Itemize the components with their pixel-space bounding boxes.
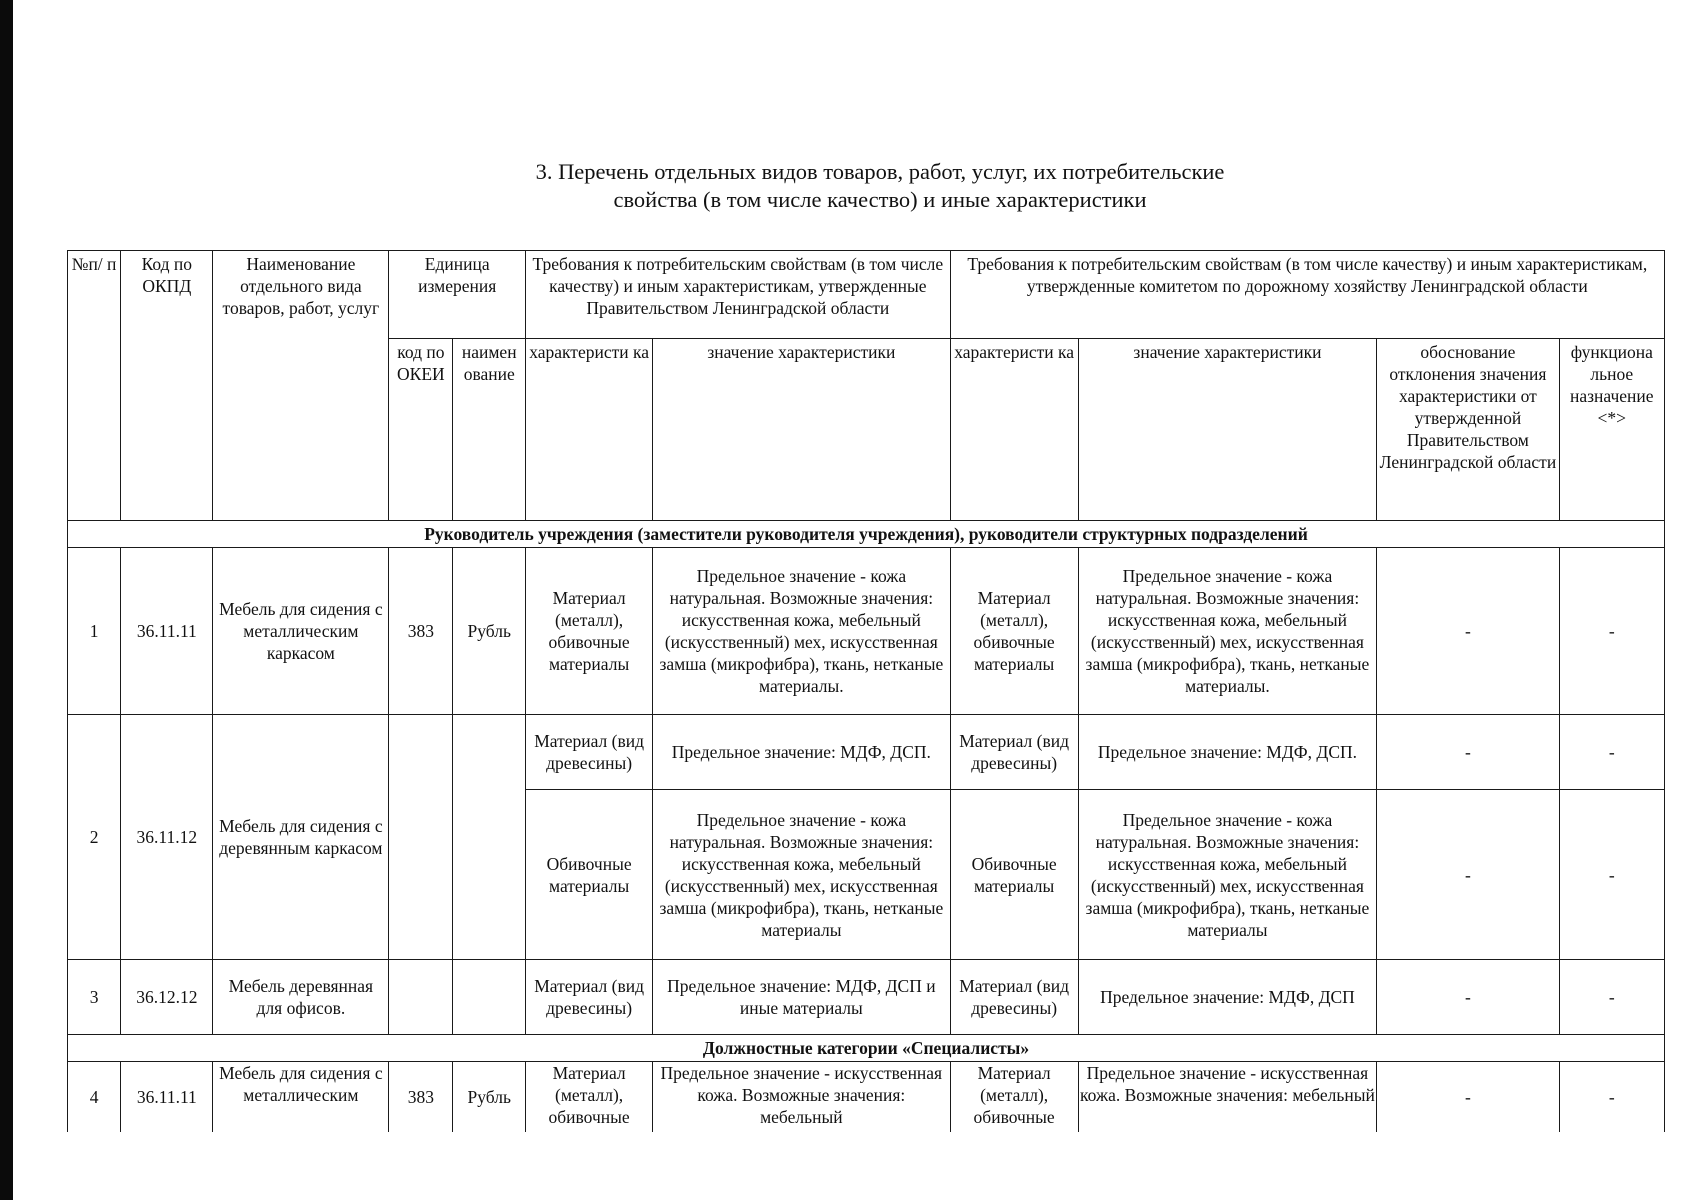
document-title xyxy=(380,158,1380,214)
table-row xyxy=(68,548,1665,715)
row-committee-char: Материал (вид древесины) xyxy=(950,715,1078,790)
header-row-1 xyxy=(68,251,1665,339)
row-gov-value: Предельное значение - кожа натуральная. Возможные значения: искусственная кожа, мебельный (искусственный) мех, искусственная замша (микрофибра), ткань, нетканые материалы xyxy=(653,790,950,960)
header-committee-char: характеристи ка xyxy=(950,339,1078,521)
row-gov-char: Материал (металл), обивочные xyxy=(526,1062,653,1132)
row-okpd: 36.11.11 xyxy=(121,1062,213,1132)
title-line-2: свойства (в том числе качество) и иные характеристики xyxy=(613,187,1147,212)
row-committee-function: - xyxy=(1559,548,1664,715)
row-gov-char: Обивочные материалы xyxy=(526,790,653,960)
row-unit-code xyxy=(389,715,453,960)
scan-edge xyxy=(0,0,13,1200)
row-committee-char: Обивочные материалы xyxy=(950,790,1078,960)
row-committee-char: Материал (металл), обивочные материалы xyxy=(950,548,1078,715)
row-committee-function: - xyxy=(1559,715,1664,790)
header-num: №п/ п xyxy=(68,251,121,521)
row-num: 2 xyxy=(68,715,121,960)
row-gov-value: Предельное значение - искусственная кожа. Возможные значения: мебельный xyxy=(653,1062,950,1132)
section-row-managers xyxy=(68,521,1665,548)
row-committee-function: - xyxy=(1559,960,1664,1035)
row-name: Мебель деревянная для офисов. xyxy=(213,960,389,1035)
section-row-specialists xyxy=(68,1035,1665,1062)
header-gov-group: Требования к потребительским свойствам (в том числе качеству) и иным характеристикам, утвержденные Правительством Ленинградской области xyxy=(526,251,950,339)
row-committee-value: Предельное значение - кожа натуральная. Возможные значения: искусственная кожа, мебельный (искусственный) мех, искусственная замша (микрофибра), ткань, нетканые материалы xyxy=(1078,790,1377,960)
header-committee-function: функциона льное назначение <*> xyxy=(1559,339,1664,521)
row-num: 4 xyxy=(68,1062,121,1132)
row-committee-value: Предельное значение: МДФ, ДСП xyxy=(1078,960,1377,1035)
table-row xyxy=(68,960,1665,1035)
row-committee-reason: - xyxy=(1377,790,1559,960)
header-unit-group: Единица измерения xyxy=(389,251,526,339)
row-committee-value: Предельное значение - искусственная кожа. Возможные значения: мебельный xyxy=(1078,1062,1377,1132)
header-unit-code: код по ОКЕИ xyxy=(389,339,453,521)
header-unit-name: наимен ование xyxy=(453,339,526,521)
section-title-managers: Руководитель учреждения (заместители руководителя учреждения), руководители структурных подразделений xyxy=(68,521,1665,548)
row-committee-function: - xyxy=(1559,790,1664,960)
row-committee-value: Предельное значение: МДФ, ДСП. xyxy=(1078,715,1377,790)
row-name: Мебель для сидения с деревянным каркасом xyxy=(213,715,389,960)
header-committee-value: значение характеристики xyxy=(1078,339,1377,521)
header-committee-group: Требования к потребительским свойствам (в том числе качеству) и иным характеристикам, утвержденные комитетом по дорожному хозяйству Ленинградской области xyxy=(950,251,1664,339)
row-committee-value: Предельное значение - кожа натуральная. Возможные значения: искусственная кожа, мебельный (искусственный) мех, искусственная замша (микрофибра), ткань, нетканые материалы. xyxy=(1078,548,1377,715)
row-okpd: 36.11.11 xyxy=(121,548,213,715)
row-okpd: 36.11.12 xyxy=(121,715,213,960)
section-title-specialists: Должностные категории «Специалисты» xyxy=(68,1035,1665,1062)
row-gov-char: Материал (вид древесины) xyxy=(526,960,653,1035)
row-unit-name: Рубль xyxy=(453,1062,526,1132)
table-row xyxy=(68,1062,1665,1132)
row-committee-char: Материал (металл), обивочные xyxy=(950,1062,1078,1132)
row-unit-name xyxy=(453,960,526,1035)
row-gov-value: Предельное значение: МДФ, ДСП и иные материалы xyxy=(653,960,950,1035)
header-gov-char: характеристи ка xyxy=(526,339,653,521)
row-name: Мебель для сидения с металлическим xyxy=(213,1062,389,1132)
row-committee-reason: - xyxy=(1377,1062,1559,1132)
requirements-table xyxy=(67,250,1665,1132)
header-name: Наименование отдельного вида товаров, работ, услуг xyxy=(213,251,389,521)
row-gov-char: Материал (металл), обивочные материалы xyxy=(526,548,653,715)
row-committee-reason: - xyxy=(1377,548,1559,715)
row-committee-char: Материал (вид древесины) xyxy=(950,960,1078,1035)
row-okpd: 36.12.12 xyxy=(121,960,213,1035)
row-gov-value: Предельное значение: МДФ, ДСП. xyxy=(653,715,950,790)
row-committee-reason: - xyxy=(1377,715,1559,790)
row-unit-code xyxy=(389,960,453,1035)
row-committee-function: - xyxy=(1559,1062,1664,1132)
row-committee-reason: - xyxy=(1377,960,1559,1035)
header-okpd: Код по ОКПД xyxy=(121,251,213,521)
row-unit-code: 383 xyxy=(389,1062,453,1132)
row-name: Мебель для сидения с металлическим каркасом xyxy=(213,548,389,715)
header-committee-reason: обоснование отклонения значения характеристики от утвержденной Правительством Ленинградской области xyxy=(1377,339,1559,521)
row-unit-name: Рубль xyxy=(453,548,526,715)
header-gov-value: значение характеристики xyxy=(653,339,950,521)
row-unit-code: 383 xyxy=(389,548,453,715)
title-line-1: 3. Перечень отдельных видов товаров, работ, услуг, их потребительские xyxy=(535,159,1225,184)
row-num: 1 xyxy=(68,548,121,715)
row-gov-char: Материал (вид древесины) xyxy=(526,715,653,790)
row-unit-name xyxy=(453,715,526,960)
row-num: 3 xyxy=(68,960,121,1035)
row-gov-value: Предельное значение - кожа натуральная. Возможные значения: искусственная кожа, мебельный (искусственный) мех, искусственная замша (микрофибра), ткань, нетканые материалы. xyxy=(653,548,950,715)
table-row xyxy=(68,715,1665,790)
